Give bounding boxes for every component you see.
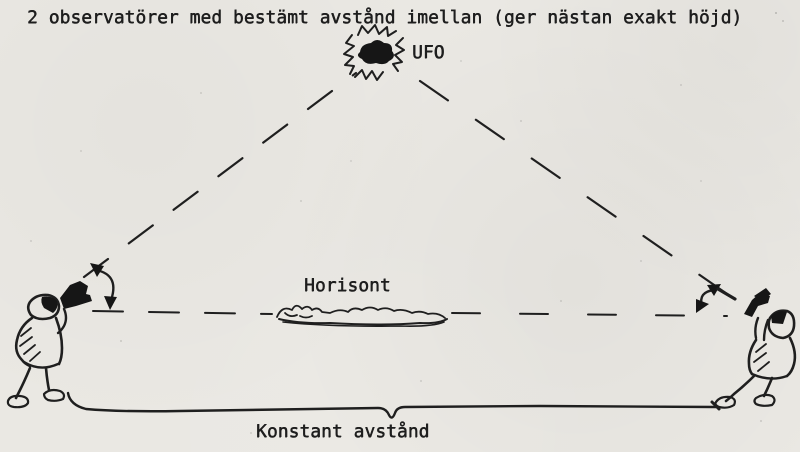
right-observer-figure (715, 288, 794, 408)
ufo-icon (344, 25, 404, 80)
right-angle-arc (696, 284, 735, 313)
ufo-label: UFO (412, 42, 445, 63)
diagram-title: 2 observatörer med bestämt avstånd imellan (ger nästan exakt höjd) (27, 7, 743, 28)
left-observer-figure (8, 281, 92, 407)
left-angle-arc (90, 263, 117, 310)
distance-label: Konstant avstånd (256, 421, 430, 442)
horizon-label: Horisont (304, 275, 391, 296)
left-sight-line (84, 73, 356, 277)
distance-brace-line (68, 393, 719, 418)
island-sketch (277, 306, 447, 326)
right-sight-line (420, 81, 730, 296)
